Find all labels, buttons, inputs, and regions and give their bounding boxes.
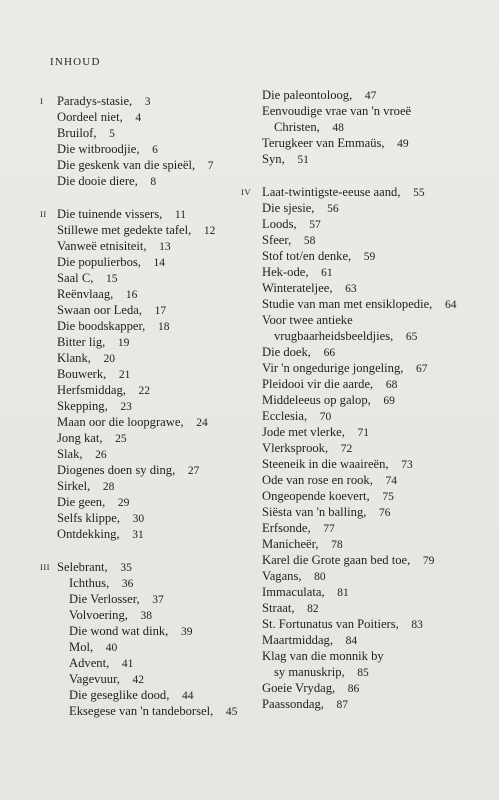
entry-page-number: 86 xyxy=(347,683,360,695)
entry-title: Die boodskapper, xyxy=(57,319,146,333)
entry-page-number: 78 xyxy=(331,539,343,551)
entry-title: Goeie Vrydag, xyxy=(262,681,336,695)
toc-entry xyxy=(247,119,487,135)
entry-page-number: 19 xyxy=(117,337,130,349)
toc-entry xyxy=(40,526,255,542)
toc-entry xyxy=(247,696,487,712)
entry-title: Reënvlaag, xyxy=(57,287,114,301)
entry-title: Ode van rose en rook, xyxy=(262,473,373,487)
toc-entry xyxy=(247,440,487,456)
entry-page-number: 66 xyxy=(323,347,336,359)
entry-page-number: 72 xyxy=(340,443,353,455)
entry-page-number: 26 xyxy=(95,449,107,461)
entry-page-number: 31 xyxy=(132,529,144,541)
toc-entry xyxy=(247,328,487,344)
entry-title: Syn, xyxy=(262,152,285,166)
toc-entry xyxy=(247,216,487,232)
entry-page-number: 74 xyxy=(385,475,397,487)
entry-title: Karel die Grote gaan bed toe, xyxy=(262,553,411,567)
toc-entry xyxy=(247,264,487,280)
toc-entry xyxy=(40,575,255,591)
entry-title: Stof tot/en denke, xyxy=(262,249,352,263)
toc-entry xyxy=(40,494,255,510)
entry-title: Laat-twintigste-eeuse aand, xyxy=(262,185,401,199)
entry-title: Straat, xyxy=(262,601,295,615)
entry-title: Die populierbos, xyxy=(57,255,141,269)
entry-title: Voor twee antieke xyxy=(262,313,353,327)
entry-page-number: 22 xyxy=(138,385,150,397)
entry-title: Paassondag, xyxy=(262,697,324,711)
entry-page-number: 4 xyxy=(135,112,142,124)
entry-title: Mol, xyxy=(69,640,94,654)
entry-page-number: 55 xyxy=(413,187,425,199)
entry-page-number: 71 xyxy=(357,427,369,439)
entry-title: Loods, xyxy=(262,217,297,231)
toc-entry xyxy=(247,151,487,167)
toc-entry xyxy=(247,376,487,392)
section-numeral: II xyxy=(40,209,47,219)
toc-entry xyxy=(247,680,487,696)
toc-entry xyxy=(40,238,255,254)
entry-title: Bitter lig, xyxy=(57,335,106,349)
toc-entry xyxy=(40,318,255,334)
toc-entry xyxy=(40,302,255,318)
entry-title: Skepping, xyxy=(57,399,108,413)
section-numeral: I xyxy=(40,96,44,106)
entry-title: Oordeel niet, xyxy=(57,110,123,124)
entry-page-number: 59 xyxy=(363,251,376,263)
toc-entry xyxy=(40,430,255,446)
toc-entry xyxy=(40,93,255,109)
toc-entry xyxy=(40,109,255,125)
entry-page-number: 25 xyxy=(115,433,127,445)
toc-entry xyxy=(40,510,255,526)
entry-page-number: 13 xyxy=(159,241,171,253)
entry-title: Stillewe met gedekte tafel, xyxy=(57,223,192,237)
entry-title: Selfs klippe, xyxy=(57,511,120,525)
entry-page-number: 81 xyxy=(337,587,349,599)
entry-title: Die Verlosser, xyxy=(69,592,140,606)
entry-page-number: 41 xyxy=(121,658,134,670)
entry-title: Die paleontoloog, xyxy=(262,88,353,102)
entry-page-number: 6 xyxy=(152,144,158,156)
toc-entry xyxy=(247,103,487,119)
toc-entry xyxy=(247,424,487,440)
entry-title: Advent, xyxy=(69,656,110,670)
entry-page-number: 45 xyxy=(225,706,238,718)
entry-title: St. Fortunatus van Poitiers, xyxy=(262,617,399,631)
toc-entry xyxy=(40,462,255,478)
entry-title: Vanweë etnisiteit, xyxy=(57,239,147,253)
entry-title: Die tuinende vissers, xyxy=(57,207,163,221)
entry-page-number: 24 xyxy=(196,417,208,429)
toc-entry xyxy=(247,616,487,632)
toc-entry xyxy=(40,559,255,575)
toc-entry xyxy=(247,568,487,584)
entry-title: Siësta van 'n balling, xyxy=(262,505,367,519)
toc-entry xyxy=(247,504,487,520)
toc-section xyxy=(40,559,255,719)
entry-title: Sfeer, xyxy=(262,233,292,247)
toc-entry xyxy=(247,87,487,103)
entry-page-number: 77 xyxy=(323,523,335,535)
entry-title: Manicheër, xyxy=(262,537,319,551)
toc-entry xyxy=(40,366,255,382)
entry-page-number: 56 xyxy=(327,203,339,215)
toc-entry xyxy=(40,607,255,623)
toc-entry xyxy=(247,536,487,552)
entry-page-number: 29 xyxy=(117,497,130,509)
entry-title: Klank, xyxy=(57,351,91,365)
entry-page-number: 80 xyxy=(314,571,326,583)
toc-entry xyxy=(247,392,487,408)
entry-page-number: 38 xyxy=(140,610,152,622)
entry-page-number: 73 xyxy=(401,459,413,471)
entry-title: Steeneik in die waaireën, xyxy=(262,457,389,471)
entry-page-number: 70 xyxy=(319,411,332,423)
toc-entry xyxy=(247,664,487,680)
toc-entry xyxy=(247,344,487,360)
entry-title: Maartmiddag, xyxy=(262,633,333,647)
entry-page-number: 83 xyxy=(411,619,423,631)
entry-title: sy manuskrip, xyxy=(274,665,345,679)
toc-entry xyxy=(40,671,255,687)
section-numeral: III xyxy=(40,562,50,572)
entry-title: Die witbroodjie, xyxy=(57,142,140,156)
entry-page-number: 5 xyxy=(109,128,115,140)
entry-title: Maan oor die loopgrawe, xyxy=(57,415,184,429)
toc-entry xyxy=(241,184,487,200)
toc-section xyxy=(241,184,487,712)
toc-entry xyxy=(40,639,255,655)
toc-entry xyxy=(40,478,255,494)
toc-section xyxy=(40,93,255,189)
entry-title: Vir 'n ongedurige jongeling, xyxy=(262,361,404,375)
entry-title: Jong kat, xyxy=(57,431,103,445)
entry-title: Slak, xyxy=(57,447,83,461)
entry-title: Die sjesie, xyxy=(262,201,315,215)
entry-title: Vlerksprook, xyxy=(262,441,329,455)
toc-entry xyxy=(247,232,487,248)
entry-title: Sirkel, xyxy=(57,479,91,493)
toc-entry xyxy=(40,446,255,462)
toc-entry xyxy=(40,141,255,157)
entry-title: Vagevuur, xyxy=(69,672,120,686)
entry-title: Studie van man met ensiklopedie, xyxy=(262,297,433,311)
toc-entry xyxy=(40,591,255,607)
entry-page-number: 87 xyxy=(336,699,349,711)
toc-entry xyxy=(40,334,255,350)
entry-page-number: 84 xyxy=(345,635,358,647)
toc-entry xyxy=(247,135,487,151)
entry-title: vrugbaarheidsbeeldjies, xyxy=(274,329,394,343)
toc-entry xyxy=(40,398,255,414)
entry-page-number: 49 xyxy=(397,138,409,150)
entry-title: Erfsonde, xyxy=(262,521,311,535)
entry-page-number: 69 xyxy=(383,395,395,407)
entry-page-number: 67 xyxy=(416,363,428,375)
entry-page-number: 42 xyxy=(132,674,144,686)
toc-entry xyxy=(247,360,487,376)
entry-title: Die geseglike dood, xyxy=(69,688,170,702)
entry-title: Herfsmiddag, xyxy=(57,383,126,397)
entry-page-number: 40 xyxy=(105,642,118,654)
toc-entry xyxy=(40,687,255,703)
entry-title: Immaculata, xyxy=(262,585,325,599)
entry-page-number: 64 xyxy=(444,299,457,311)
entry-page-number: 16 xyxy=(125,289,138,301)
toc-entry xyxy=(247,488,487,504)
entry-title: Pleidooi vir die aarde, xyxy=(262,377,374,391)
toc-entry xyxy=(247,584,487,600)
entry-title: Swaan oor Leda, xyxy=(57,303,142,317)
toc-entry xyxy=(40,157,255,173)
entry-page-number: 14 xyxy=(153,257,166,269)
toc-entry xyxy=(40,254,255,270)
entry-page-number: 23 xyxy=(120,401,132,413)
entry-page-number: 17 xyxy=(154,305,167,317)
entry-title: Hek-ode, xyxy=(262,265,309,279)
entry-page-number: 58 xyxy=(303,235,316,247)
entry-page-number: 79 xyxy=(422,555,435,567)
entry-title: Eenvoudige vrae van 'n vroeë xyxy=(262,104,412,118)
entry-title: Saal C, xyxy=(57,271,94,285)
toc-entry xyxy=(247,600,487,616)
entry-title: Paradys-stasie, xyxy=(57,94,133,108)
toc-entry xyxy=(40,350,255,366)
entry-title: Winterateljee, xyxy=(262,281,333,295)
entry-page-number: 47 xyxy=(364,90,377,102)
toc-column-left xyxy=(40,93,255,719)
entry-title: Die geen, xyxy=(57,495,106,509)
entry-title: Vagans, xyxy=(262,569,302,583)
entry-page-number: 30 xyxy=(132,513,145,525)
toc-entry xyxy=(40,270,255,286)
entry-title: Christen, xyxy=(274,120,320,134)
entry-title: Die dooie diere, xyxy=(57,174,138,188)
toc-entry xyxy=(40,623,255,639)
entry-title: Bruilof, xyxy=(57,126,97,140)
toc-entry xyxy=(40,173,255,189)
toc-entry xyxy=(40,414,255,430)
entry-title: Klag van die monnik by xyxy=(262,649,384,663)
toc-section xyxy=(40,206,255,542)
toc-entry xyxy=(247,280,487,296)
entry-page-number: 37 xyxy=(152,594,164,606)
entry-page-number: 18 xyxy=(157,321,170,333)
entry-page-number: 68 xyxy=(385,379,398,391)
toc-entry xyxy=(247,312,487,328)
entry-page-number: 48 xyxy=(332,122,344,134)
entry-page-number: 20 xyxy=(103,353,116,365)
entry-page-number: 3 xyxy=(144,96,151,108)
entry-title: Selebrant, xyxy=(57,560,108,574)
entry-page-number: 65 xyxy=(405,331,418,343)
entry-title: Jode met vlerke, xyxy=(262,425,345,439)
entry-title: Middeleeus op galop, xyxy=(262,393,371,407)
entry-title: Diogenes doen sy ding, xyxy=(57,463,176,477)
toc-entry xyxy=(247,408,487,424)
entry-page-number: 35 xyxy=(120,562,132,574)
toc-entry xyxy=(40,382,255,398)
entry-title: Eksegese van 'n tandeborsel, xyxy=(69,704,214,718)
entry-page-number: 57 xyxy=(309,219,321,231)
toc-entry xyxy=(40,222,255,238)
entry-page-number: 12 xyxy=(203,225,216,237)
toc-entry xyxy=(40,703,255,719)
toc-entry xyxy=(247,520,487,536)
entry-page-number: 28 xyxy=(102,481,115,493)
toc-entry xyxy=(40,655,255,671)
entry-page-number: 27 xyxy=(187,465,200,477)
entry-page-number: 63 xyxy=(345,283,357,295)
toc-entry xyxy=(247,632,487,648)
entry-page-number: 21 xyxy=(118,369,131,381)
entry-title: Ongeopende koevert, xyxy=(262,489,370,503)
toc-entry xyxy=(247,248,487,264)
toc-entry xyxy=(247,456,487,472)
entry-title: Terugkeer van Emmaüs, xyxy=(262,136,385,150)
entry-page-number: 51 xyxy=(297,154,309,166)
entry-page-number: 75 xyxy=(382,491,394,503)
entry-title: Ichthus, xyxy=(69,576,110,590)
entry-page-number: 36 xyxy=(121,578,134,590)
toc-entry xyxy=(247,200,487,216)
toc-entry xyxy=(247,648,487,664)
toc-entry xyxy=(40,286,255,302)
entry-page-number: 44 xyxy=(181,690,194,702)
entry-title: Bouwerk, xyxy=(57,367,107,381)
toc-section xyxy=(247,87,487,167)
entry-page-number: 15 xyxy=(105,273,118,285)
toc-entry xyxy=(247,552,487,568)
toc-column-right xyxy=(241,88,487,712)
entry-title: Ontdekking, xyxy=(57,527,120,541)
toc-entry xyxy=(247,296,487,312)
entry-title: Die geskenk van die spieël, xyxy=(57,158,196,172)
entry-page-number: 8 xyxy=(150,176,157,188)
entry-title: Die wond wat dink, xyxy=(69,624,169,638)
entry-title: Ecclesia, xyxy=(262,409,308,423)
toc-entry xyxy=(40,125,255,141)
entry-page-number: 7 xyxy=(207,160,214,172)
entry-page-number: 82 xyxy=(307,603,319,615)
entry-title: Die doek, xyxy=(262,345,311,359)
entry-page-number: 11 xyxy=(174,209,186,221)
entry-page-number: 76 xyxy=(379,507,391,519)
entry-title: Volvoering, xyxy=(69,608,128,622)
toc-entry xyxy=(247,472,487,488)
entry-page-number: 61 xyxy=(321,267,333,279)
entry-page-number: 85 xyxy=(357,667,369,679)
section-numeral: IV xyxy=(241,187,251,197)
entry-page-number: 39 xyxy=(180,626,193,638)
toc-entry xyxy=(40,206,255,222)
page-heading: INHOUD xyxy=(50,56,101,68)
